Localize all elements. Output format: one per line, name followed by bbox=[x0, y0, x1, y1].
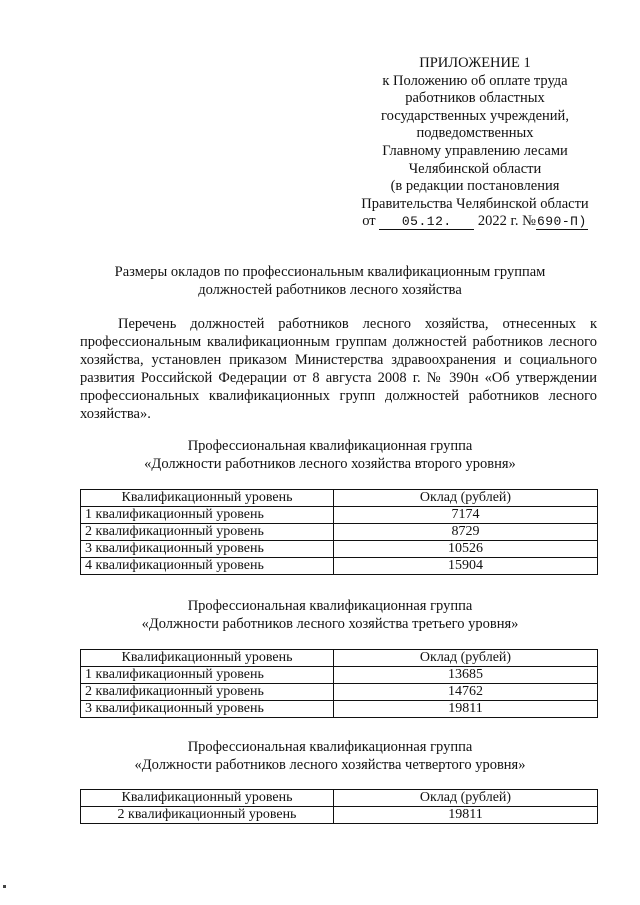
group-heading-line-2: «Должности работников лесного хозяйства третьего уровня» bbox=[141, 616, 519, 632]
table-row bbox=[81, 507, 598, 524]
salary-cell: 13685 bbox=[334, 667, 598, 684]
table-header-row bbox=[81, 490, 598, 507]
table-row bbox=[81, 558, 598, 575]
table-header-row bbox=[81, 650, 598, 667]
column-header-level: Квалификационный уровень bbox=[81, 650, 334, 667]
group-heading-line-1: Профессиональная квалификационная группа bbox=[187, 438, 473, 454]
appendix-line: (в редакции постановления bbox=[390, 178, 560, 195]
title-line-1: Размеры окладов по профессиональным квалификационным группам bbox=[114, 264, 546, 280]
column-header-salary: Оклад (рублей) bbox=[334, 490, 598, 507]
group-heading-third-level bbox=[60, 597, 600, 633]
table-row bbox=[81, 701, 598, 718]
salary-table-second-level bbox=[80, 489, 598, 575]
salary-table-fourth-level bbox=[80, 789, 598, 824]
level-cell: 4 квалификационный уровень bbox=[81, 558, 334, 575]
group-heading-second-level bbox=[60, 437, 600, 473]
appendix-line: Правительства Челябинской области bbox=[361, 195, 589, 212]
table-row bbox=[81, 807, 598, 824]
document-title bbox=[60, 263, 600, 299]
appendix-line: Главному управлению лесами bbox=[382, 142, 568, 159]
level-cell: 2 квалификационный уровень bbox=[81, 684, 334, 701]
salary-cell: 8729 bbox=[334, 524, 598, 541]
salary-cell: 19811 bbox=[334, 701, 598, 718]
appendix-line: государственных учреждений, bbox=[381, 107, 569, 124]
appendix-date-line bbox=[345, 213, 605, 231]
appendix-line: Челябинской области bbox=[408, 160, 542, 177]
title-line-2: должностей работников лесного хозяйства bbox=[198, 282, 462, 298]
appendix-line: подведомственных bbox=[416, 125, 534, 142]
appendix-header bbox=[345, 55, 605, 231]
column-header-salary: Оклад (рублей) bbox=[334, 790, 598, 807]
column-header-level: Квалификационный уровень bbox=[81, 490, 334, 507]
resolution-number: 690-П) bbox=[536, 214, 587, 230]
level-cell: 1 квалификационный уровень bbox=[81, 507, 334, 524]
level-cell: 2 квалификационный уровень bbox=[81, 524, 334, 541]
group-heading-fourth-level bbox=[60, 738, 600, 774]
table-row bbox=[81, 684, 598, 701]
group-heading-line-1: Профессиональная квалификационная группа bbox=[187, 739, 473, 755]
table-row bbox=[81, 524, 598, 541]
salary-cell: 7174 bbox=[334, 507, 598, 524]
appendix-line: работников областных bbox=[405, 90, 545, 107]
date-value: 05.12. bbox=[379, 214, 474, 230]
group-heading-line-2: «Должности работников лесного хозяйства второго уровня» bbox=[144, 456, 516, 472]
table-header-row bbox=[81, 790, 598, 807]
level-cell: 1 квалификационный уровень bbox=[81, 667, 334, 684]
salary-cell: 10526 bbox=[334, 541, 598, 558]
salary-table-third-level bbox=[80, 649, 598, 718]
salary-cell: 15904 bbox=[334, 558, 598, 575]
column-header-salary: Оклад (рублей) bbox=[334, 650, 598, 667]
salary-cell: 14762 bbox=[334, 684, 598, 701]
table-row bbox=[81, 541, 598, 558]
level-cell: 3 квалификационный уровень bbox=[81, 701, 334, 718]
table-row bbox=[81, 667, 598, 684]
intro-paragraph: Перечень должностей работников лесного хозяйства, отнесенных к профессиональным квалификационным группам должностей работников лесного хозяйства, установлен приказом Министерства здравоохранения и социального развития Российской Федерации от 8 августа 2008 г. № 390н «Об утверждении профессиональных квалификационных групп должностей работников лесного хозяйства». bbox=[80, 316, 597, 422]
group-heading-line-1: Профессиональная квалификационная группа bbox=[187, 598, 473, 614]
level-cell: 2 квалификационный уровень bbox=[81, 807, 334, 824]
appendix-line: к Положению об оплате труда bbox=[382, 72, 568, 89]
scan-mark bbox=[3, 885, 6, 888]
year-label: 2022 г. № bbox=[477, 213, 536, 230]
column-header-level: Квалификационный уровень bbox=[81, 790, 334, 807]
level-cell: 3 квалификационный уровень bbox=[81, 541, 334, 558]
group-heading-line-2: «Должности работников лесного хозяйства четвертого уровня» bbox=[134, 757, 526, 773]
date-prefix: от bbox=[362, 213, 376, 230]
salary-cell: 19811 bbox=[334, 807, 598, 824]
appendix-title: ПРИЛОЖЕНИЕ 1 bbox=[419, 55, 531, 71]
